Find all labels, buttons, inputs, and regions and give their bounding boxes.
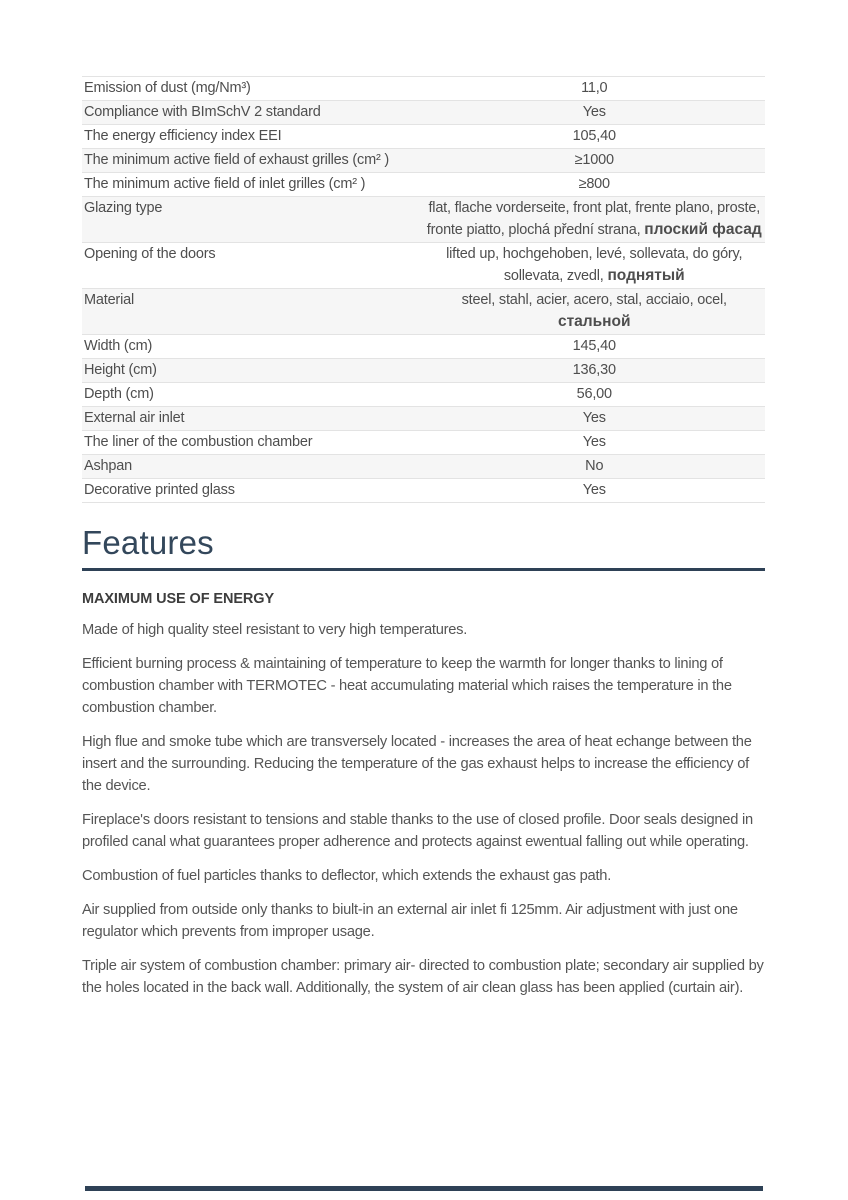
table-row <box>82 455 765 479</box>
table-row <box>82 335 765 359</box>
spec-value: 11,0 <box>581 80 608 96</box>
spec-value: 105,40 <box>572 128 616 144</box>
spec-value-bold: плоский фасад <box>644 221 762 238</box>
spec-label: The energy efficiency index EEI <box>84 128 282 144</box>
next-section-divider <box>85 1186 763 1191</box>
table-row <box>82 101 765 125</box>
table-row <box>82 125 765 149</box>
table-row <box>82 149 765 173</box>
table-row <box>82 289 765 335</box>
table-row <box>82 479 765 503</box>
table-row <box>82 243 765 289</box>
table-row <box>82 407 765 431</box>
feature-paragraph: Efficient burning process & maintaining of temperature to keep the warmth for longer thanks to lining of combustion chamber with TERMOTEC - heat accumulating material which raises the temperature in the combustion chamber. <box>82 656 732 716</box>
spec-value: 136,30 <box>572 362 616 378</box>
spec-value: ≥800 <box>578 176 610 192</box>
spec-label: External air inlet <box>84 410 185 426</box>
feature-paragraph: Fireplace's doors resistant to tensions and stable thanks to the use of closed profile. Door seals designed in profiled canal what guarantees proper adherence and protects against ewentual falling out while operating. <box>82 812 753 850</box>
spec-value: Yes <box>582 482 606 498</box>
spec-value: lifted up, hochgehoben, levé, sollevata, do góry, sollevata, zvedl, поднятый <box>446 246 743 284</box>
spec-value: steel, stahl, acier, acero, stal, acciaio, ocel, стальной <box>461 292 727 330</box>
spec-value-bold: стальной <box>557 313 631 330</box>
spec-label: Ashpan <box>84 458 132 474</box>
spec-label: Decorative printed glass <box>84 482 235 498</box>
feature-paragraph: Triple air system of combustion chamber: primary air- directed to combustion plate; secondary air supplied by the holes located in the back wall. Additionally, the system of air clean glass has been applied (curtain air). <box>82 958 764 996</box>
spec-value: No <box>585 458 604 474</box>
spec-value-bold: поднятый <box>607 267 685 284</box>
spec-table <box>82 76 765 503</box>
spec-label: Opening of the doors <box>84 246 216 262</box>
spec-value: Yes <box>582 104 606 120</box>
feature-paragraph: High flue and smoke tube which are transversely located - increases the area of heat echange between the insert and the surrounding. Reducing the temperature of the gas exhaust helps to increase the efficiency of the device. <box>82 734 752 794</box>
table-row <box>82 359 765 383</box>
spec-label: The minimum active field of exhaust grilles (cm² ) <box>84 152 390 168</box>
table-row <box>82 431 765 455</box>
feature-subheading: MAXIMUM USE OF ENERGY <box>82 591 275 607</box>
table-row <box>82 197 765 243</box>
table-row <box>82 173 765 197</box>
spec-label: Height (cm) <box>84 362 157 378</box>
spec-label: Depth (cm) <box>84 386 154 402</box>
feature-paragraph: Combustion of fuel particles thanks to deflector, which extends the exhaust gas path. <box>82 868 612 884</box>
features-paragraph-list <box>82 619 765 999</box>
table-row <box>82 383 765 407</box>
table-row <box>82 77 765 101</box>
spec-value: flat, flache vorderseite, front plat, frente plano, proste, fronte piatto, plochá přední strana, плоский фасад <box>426 200 762 238</box>
section-divider <box>82 568 765 571</box>
product-spec-content <box>82 76 765 999</box>
features-heading: Features <box>82 524 214 561</box>
spec-value: ≥1000 <box>574 152 614 168</box>
feature-paragraph: Made of high quality steel resistant to very high temperatures. <box>82 622 468 638</box>
spec-label: The minimum active field of inlet grilles (cm² ) <box>84 176 366 192</box>
spec-value: 56,00 <box>576 386 612 402</box>
spec-value: Yes <box>582 410 606 426</box>
spec-label: Glazing type <box>84 200 163 216</box>
feature-paragraph: Air supplied from outside only thanks to biult-in an external air inlet fi 125mm. Air adjustment with just one regulator which prevents from improper usage. <box>82 902 738 940</box>
spec-label: Compliance with BImSchV 2 standard <box>84 104 321 120</box>
spec-label: Material <box>84 292 134 308</box>
spec-value: 145,40 <box>572 338 616 354</box>
spec-value: Yes <box>582 434 606 450</box>
spec-label: Emission of dust (mg/Nm³) <box>84 80 251 96</box>
spec-label: The liner of the combustion chamber <box>84 434 313 450</box>
spec-label: Width (cm) <box>84 338 153 354</box>
